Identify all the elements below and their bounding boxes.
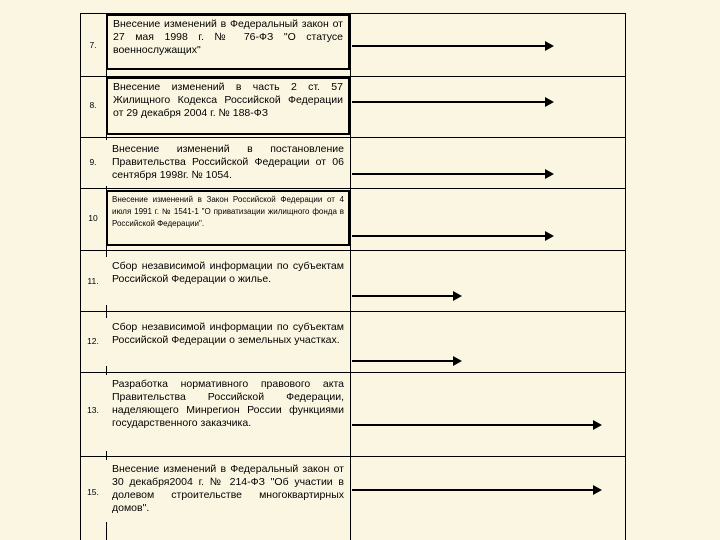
row-number: 12. (87, 336, 99, 346)
timeline-arrow (352, 424, 595, 426)
row-number: 10 (88, 213, 98, 223)
row-number: 15. (87, 487, 99, 497)
timeline-arrow (352, 489, 595, 491)
task-box: Внесение изменений в Федеральный закон от 30 декабря2004 г. № 214-ФЗ "Об участии в долевом строительстве многоквартирных домов". (106, 460, 350, 522)
row-divider (80, 456, 626, 457)
task-box: Внесение изменений в постановление Правительства Российской Федерации от 06 сентября 1998г. № 1054. (106, 140, 350, 186)
timeline-arrow (352, 360, 455, 362)
task-box: Разработка нормативного правового акта Правительства Российской Федерации, наделяющего Минрегион России функциями государственного заказчика. (106, 375, 350, 451)
task-box: Сбор независимой информации по субъектам Российской Федерации о жилье. (106, 257, 350, 305)
row-divider (80, 188, 626, 189)
timeline-arrow (352, 295, 455, 297)
timeline-arrow (352, 235, 547, 237)
task-box: Внесение изменений в часть 2 ст. 57 Жилищного Кодекса Российской Федерации от 29 декабря 2004 г. № 188-ФЗ (106, 77, 350, 135)
row-number: 7. (89, 40, 97, 50)
task-box: Сбор независимой информации по субъектам Российской Федерации о земельных участках. (106, 318, 350, 366)
task-box: Внесение изменений в Закон Российской Федерации от 4 июля 1991 г. № 1541-1 "О приватизации жилищного фонда в Российской Федерации". (106, 190, 350, 246)
row-number: 8. (89, 100, 97, 110)
row-divider (80, 250, 626, 251)
timeline-arrow (352, 101, 547, 103)
row-number: 11. (87, 276, 99, 286)
row-divider (80, 372, 626, 373)
task-column-divider (350, 13, 351, 540)
timeline-arrow (352, 45, 547, 47)
task-box: Внесение изменений в Федеральный закон от 27 мая 1998 г. № 76-ФЗ "О статусе военнослужащих" (106, 14, 350, 70)
row-divider (80, 311, 626, 312)
row-number: 13. (87, 405, 99, 415)
row-number: 9. (89, 157, 97, 167)
row-divider (80, 137, 626, 138)
timeline-arrow (352, 173, 547, 175)
